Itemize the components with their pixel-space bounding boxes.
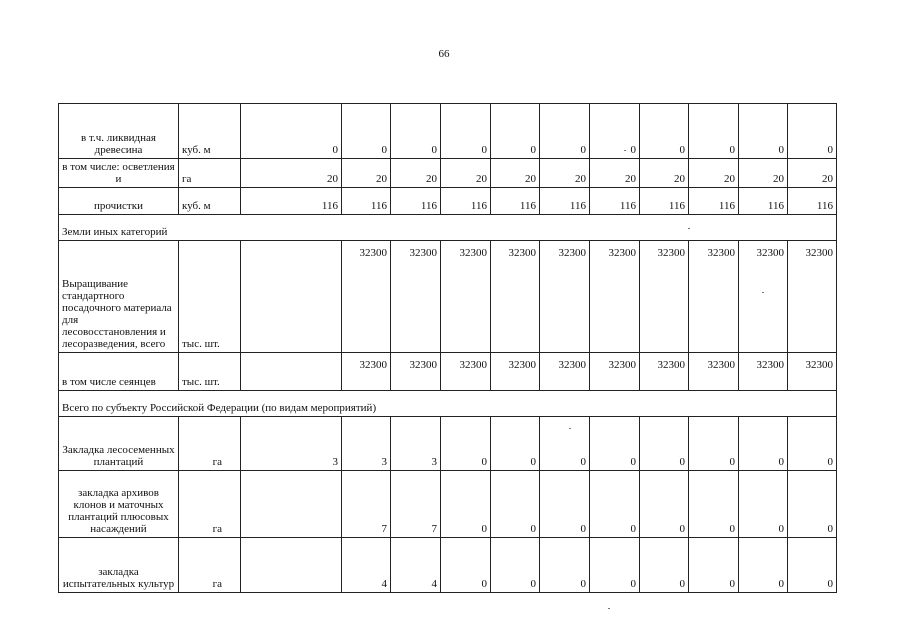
value-cell: 20 xyxy=(788,159,837,188)
value-cell: 32300 xyxy=(590,241,640,353)
value-cell: 20 xyxy=(391,159,441,188)
value-cell: 32300 xyxy=(391,353,441,391)
total-cell xyxy=(241,241,342,353)
value-cell: 32300 xyxy=(788,353,837,391)
value-cell: 20 xyxy=(342,159,391,188)
row-label: в т.ч. ликвидная древесина xyxy=(59,104,179,159)
row-label: в том числе: осветления и xyxy=(59,159,179,188)
table-row xyxy=(59,241,837,353)
value-cell: 0 xyxy=(689,104,739,159)
table-row xyxy=(59,538,837,593)
value-cell: 3 xyxy=(391,417,441,471)
row-label: Выращивание стандартного посадочного материала для лесовосстановления и лесоразведения, всего xyxy=(59,241,179,353)
value-cell: 0 xyxy=(491,104,540,159)
value-cell: 0 xyxy=(590,471,640,538)
total-cell xyxy=(241,353,342,391)
total-cell: 0 xyxy=(241,104,342,159)
value-cell: 0 xyxy=(441,471,491,538)
value-cell: 0 xyxy=(441,538,491,593)
value-cell: 0 xyxy=(689,417,739,471)
value-cell: 32300 xyxy=(689,241,739,353)
value-cell: 116 xyxy=(590,188,640,215)
total-cell: 20 xyxy=(241,159,342,188)
value-cell: 0 xyxy=(788,104,837,159)
value-cell: 7 xyxy=(391,471,441,538)
value-cell: 0 xyxy=(491,471,540,538)
scan-speck xyxy=(762,292,764,293)
value-cell: 32300 xyxy=(540,241,590,353)
value-cell: 20 xyxy=(590,159,640,188)
value-cell: 0 xyxy=(491,417,540,471)
value-cell: 32300 xyxy=(739,241,788,353)
value-cell: 32300 xyxy=(640,241,689,353)
value-cell: 0 xyxy=(640,104,689,159)
table-row xyxy=(59,353,837,391)
value-cell: 7 xyxy=(342,471,391,538)
unit-cell: га xyxy=(179,538,241,593)
value-cell: 0 xyxy=(540,417,590,471)
value-cell: 32300 xyxy=(441,353,491,391)
value-cell: 0 xyxy=(540,538,590,593)
value-cell: 0 xyxy=(788,417,837,471)
scan-speck xyxy=(688,228,690,229)
scan-speck xyxy=(569,428,571,429)
scan-speck xyxy=(624,150,626,151)
value-cell: 116 xyxy=(640,188,689,215)
value-cell: 20 xyxy=(491,159,540,188)
section-title: Всего по субъекту Российской Федерации (по видам мероприятий) xyxy=(59,391,837,417)
value-cell: 32300 xyxy=(342,241,391,353)
value-cell: 32300 xyxy=(689,353,739,391)
value-cell: 0 xyxy=(739,538,788,593)
unit-cell: куб. м xyxy=(179,104,241,159)
value-cell: 32300 xyxy=(540,353,590,391)
value-cell: 0 xyxy=(739,471,788,538)
page-number: 66 xyxy=(438,48,450,60)
value-cell: 0 xyxy=(788,538,837,593)
value-cell: 0 xyxy=(640,538,689,593)
section-header-row xyxy=(59,391,837,417)
value-cell: 32300 xyxy=(441,241,491,353)
value-cell: 0 xyxy=(590,417,640,471)
value-cell: 116 xyxy=(689,188,739,215)
value-cell: 116 xyxy=(739,188,788,215)
value-cell: 0 xyxy=(342,104,391,159)
value-cell: 116 xyxy=(491,188,540,215)
unit-cell: тыс. шт. xyxy=(179,241,241,353)
row-label: закладка испытательных культур xyxy=(59,538,179,593)
value-cell: 116 xyxy=(441,188,491,215)
value-cell: 116 xyxy=(391,188,441,215)
value-cell: 20 xyxy=(640,159,689,188)
total-cell: 116 xyxy=(241,188,342,215)
value-cell: 4 xyxy=(342,538,391,593)
table-row xyxy=(59,104,837,159)
table-row xyxy=(59,159,837,188)
total-cell xyxy=(241,471,342,538)
total-cell xyxy=(241,538,342,593)
row-label: закладка архивов клонов и маточных плантаций плюсовых насаждений xyxy=(59,471,179,538)
row-label: прочистки xyxy=(59,188,179,215)
row-label: в том числе сеянцев xyxy=(59,353,179,391)
unit-cell: га xyxy=(179,471,241,538)
scan-speck xyxy=(608,608,610,609)
value-cell: 0 xyxy=(689,538,739,593)
value-cell: 0 xyxy=(540,471,590,538)
table-row xyxy=(59,471,837,538)
value-cell: 0 xyxy=(640,417,689,471)
value-cell: 20 xyxy=(689,159,739,188)
value-cell: 0 xyxy=(689,471,739,538)
value-cell: 0 xyxy=(491,538,540,593)
value-cell: 116 xyxy=(342,188,391,215)
value-cell: 32300 xyxy=(788,241,837,353)
unit-cell: га xyxy=(179,417,241,471)
value-cell: 32300 xyxy=(590,353,640,391)
row-label: Закладка лесосеменных плантаций xyxy=(59,417,179,471)
value-cell: 0 xyxy=(640,471,689,538)
value-cell: 0 xyxy=(441,417,491,471)
value-cell: 116 xyxy=(788,188,837,215)
table-row xyxy=(59,188,837,215)
value-cell: 0 xyxy=(540,104,590,159)
value-cell: 20 xyxy=(441,159,491,188)
forestry-activities-table xyxy=(58,103,837,593)
value-cell: 0 xyxy=(441,104,491,159)
section-title: Земли иных категорий xyxy=(59,215,837,241)
value-cell: 0 xyxy=(739,104,788,159)
value-cell: 0 xyxy=(739,417,788,471)
value-cell: 0 xyxy=(788,471,837,538)
value-cell: 32300 xyxy=(391,241,441,353)
value-cell: 20 xyxy=(739,159,788,188)
total-cell: 3 xyxy=(241,417,342,471)
unit-cell: куб. м xyxy=(179,188,241,215)
value-cell: 3 xyxy=(342,417,391,471)
value-cell: 0 xyxy=(391,104,441,159)
section-header-row xyxy=(59,215,837,241)
unit-cell: тыс. шт. xyxy=(179,353,241,391)
table-row xyxy=(59,417,837,471)
value-cell: 116 xyxy=(540,188,590,215)
value-cell: 0 xyxy=(590,538,640,593)
value-cell: 32300 xyxy=(491,241,540,353)
value-cell: 20 xyxy=(540,159,590,188)
value-cell: 32300 xyxy=(739,353,788,391)
value-cell: 32300 xyxy=(342,353,391,391)
unit-cell: га xyxy=(179,159,241,188)
value-cell: 0 xyxy=(590,104,640,159)
value-cell: 32300 xyxy=(491,353,540,391)
value-cell: 4 xyxy=(391,538,441,593)
value-cell: 32300 xyxy=(640,353,689,391)
